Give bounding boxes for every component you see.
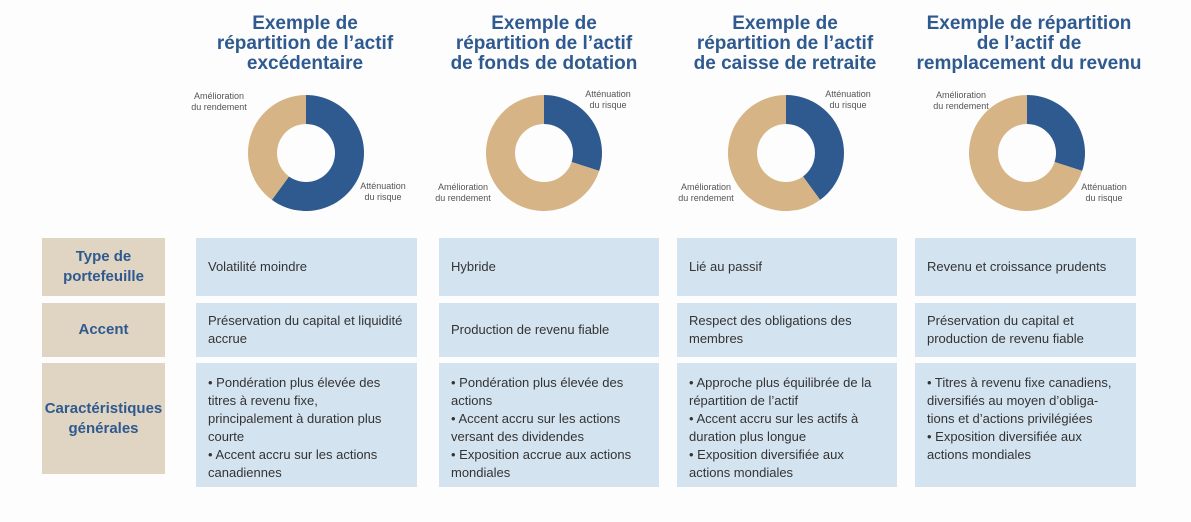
feature-item: • Pondération plus élevée des actions bbox=[451, 375, 624, 408]
cell-accent: Respect des obligations des membres bbox=[677, 303, 897, 357]
label-enhance: Amélioration du rendement bbox=[435, 182, 491, 203]
feature-list bbox=[451, 374, 647, 482]
row-header-focus: Accent bbox=[42, 303, 165, 357]
cell-type: Volatilité moindre bbox=[196, 238, 417, 296]
cell-accent: Préservation du capital et production de revenu fiable bbox=[915, 303, 1136, 357]
label-mitigation: Atténuation du risque bbox=[1081, 182, 1127, 203]
feature-item: • Approche plus équilibrée de la répartition de l’actif bbox=[689, 375, 872, 408]
cell-features bbox=[439, 363, 659, 487]
feature-item: • Exposition diversifiée aux actions mondiales bbox=[689, 447, 844, 480]
feature-item: • Titres à revenu fixe canadiens, diversifiés au moyen d’obliga-tions et d’actions privilégiées bbox=[927, 375, 1112, 426]
feature-list bbox=[927, 374, 1124, 464]
chart-income bbox=[911, 0, 1147, 232]
label-enhance: Amélioration du rendement bbox=[191, 91, 247, 112]
row-header-characteristics: Caractéristiques générales bbox=[42, 363, 165, 474]
label-enhance: Amélioration du rendement bbox=[678, 182, 734, 203]
feature-item: • Accent accru sur les actifs à duration plus longue bbox=[689, 411, 859, 444]
cell-type: Lié au passif bbox=[677, 238, 897, 296]
cell-type: Revenu et croissance prudents bbox=[915, 238, 1136, 296]
feature-list bbox=[689, 374, 885, 482]
feature-list bbox=[208, 374, 405, 482]
feature-item: • Accent accru sur les actions versant des dividendes bbox=[451, 411, 621, 444]
chart-title: Exemple de répartition de l’actif de fonds de dotation bbox=[450, 13, 638, 74]
feature-item: • Accent accru sur les actions canadiennes bbox=[208, 447, 378, 480]
chart-pension bbox=[667, 0, 903, 232]
label-mitigation: Atténuation du risque bbox=[360, 181, 406, 202]
chart-title: Exemple de répartition de l’actif de remplacement du revenu bbox=[916, 13, 1142, 74]
slice-risk-mitigation bbox=[1027, 95, 1085, 171]
label-mitigation: Atténuation du risque bbox=[825, 89, 871, 110]
label-mitigation: Atténuation du risque bbox=[585, 89, 631, 110]
chart-title: Exemple de répartition de l’actif excédentaire bbox=[216, 13, 394, 74]
row-header-portfolio-type: Type de portefeuille bbox=[42, 238, 165, 296]
cell-accent: Préservation du capital et liquidité accrue bbox=[196, 303, 417, 357]
feature-item: • Exposition diversifiée aux actions mondiales bbox=[927, 429, 1082, 462]
cell-type: Hybride bbox=[439, 238, 659, 296]
feature-item: • Exposition accrue aux actions mondiales bbox=[451, 447, 632, 480]
chart-endowment bbox=[426, 0, 662, 232]
label-enhance: Amélioration du rendement bbox=[933, 90, 989, 111]
chart-surplus bbox=[187, 0, 423, 232]
cell-accent: Production de revenu fiable bbox=[439, 303, 659, 357]
feature-item: • Pondération plus élevée des titres à revenu fixe, principalement à duration plus courte bbox=[208, 375, 382, 444]
cell-features bbox=[677, 363, 897, 487]
cell-features bbox=[196, 363, 417, 487]
chart-title: Exemple de répartition de l’actif de caisse de retraite bbox=[693, 13, 877, 74]
cell-features bbox=[915, 363, 1136, 487]
